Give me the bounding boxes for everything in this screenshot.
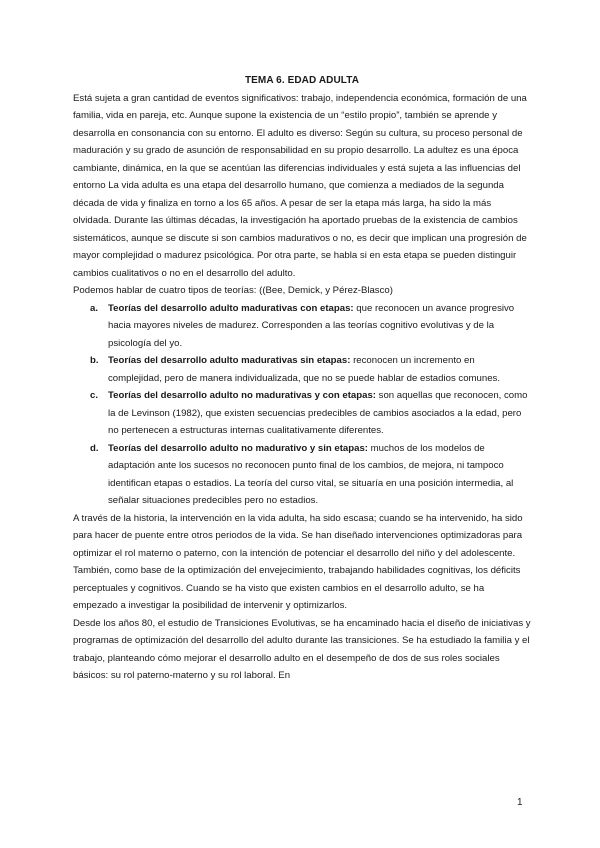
theory-lead: Teorías del desarrollo adulto madurativas con etapas: [108,302,354,314]
theory-lead: Teorías del desarrollo adulto madurativas sin etapas: [108,355,351,366]
list-item [73,352,531,387]
theory-lead: Teorías del desarrollo adulto no madurativas y con etapas: [108,390,376,401]
theory-text: son aquellas que reconocen, como la de Levinson (1982), que existen secuencias predecibles de cambios asociados a la edad, pero no pertenecen a estructuras internas cualitativamente diferentes. [108,390,528,436]
transitions-paragraph: Desde los años 80, el estudio de Transiciones Evolutivas, se ha encaminado hacia el diseño de iniciativas y programas de optimización del desarrollo del adulto durante las transiciones. Se ha estudiado la familia y el trabajo, planteando cómo mejorar el desarrollo adulto en el desempeño de dos de sus roles sociales básicos: su rol paterno-materno y su rol laboral. En [73,617,531,681]
theory-text: reconocen un incremento en complejidad, pero de manera individualizada, que no se puede hablar de estadios comunes. [108,355,501,384]
list-marker: d. [90,442,99,454]
page-title: TEMA 6. EDAD ADULTA [244,75,360,86]
theory-text: que reconocen un avance progresivo hacia mayores niveles de madurez. Corresponden a las teorías cognitivo evolutivas y de la psicología del yo. [108,302,515,349]
list-marker: b. [90,355,99,366]
intervention-paragraph: A través de la historia, la intervención en la vida adulta, ha sido escasa; cuando se ha intervenido, ha sido para hacer de puente entre otros periodos de la vida. Se han diseñado intervenciones optimizadoras para optimizar el rol materno o paterno, con la intención de potenciar el desarrollo del niño y del adolescente. También, como base de la optimización del envejecimiento, trabajando habilidades cognitivas, los déficits perceptuales y cognitivos. Cuando se ha visto que existen cambios en el desarrollo adulto, se ha empezado a investigar la posibilidad de intervenir y optimizarlos. [73,512,523,611]
theories-intro: Podemos hablar de cuatro tipos de teorías: ((Bee, Demick, y Pérez-Blasco) [73,285,393,296]
list-item [73,387,531,440]
list-marker: c. [90,390,99,401]
intro-paragraph: Está sujeta a gran cantidad de eventos significativos: trabajo, independencia económica, formación de una familia, vida en pareja, etc. Aunque supone la existencia de un “estilo propio”, también se aprende y desarrolla en consonancia con su entorno. El adulto es diverso: Según su cultura, su proceso personal de maduración y su grado de asunción de responsabilidad en su propio desarrollo. La adultez es una época cambiante, dinámica, en la que se acentúan las diferencias individuales y está sujeta a las influencias del entorno La vida adulta es una etapa del desarrollo humano, que comienza a mediados de la segunda década de vida y finaliza en torno a los 65 años. A pesar de ser la etapa más larga, ha sido la más olvidada. Durante las últimas décadas, la investigación ha aportado pruebas de la existencia de cambios sistemáticos, aunque se discute si son cambios madurativos o no, es decir que implican una progresión de mayor complejidad o madurez psicológica. Por otra parte, se habla si en esta etapa se pueden distinguir cambios cualitativos o no en el desarrollo del adulto. [73,92,527,279]
theories-list [73,300,531,510]
list-item [73,440,531,510]
list-marker: a. [90,302,99,314]
theory-text: muchos de los modelos de adaptación ante los sucesos no reconocen punto final de los cambios, de mejora, ni tampoco identifican etapas o estadios. La teoría del curso vital, se situaría en una posición intermedia, al señalar situaciones predecibles pero no estadios. [108,442,514,506]
list-item [73,300,531,353]
page-content [73,72,531,685]
page-number: 1 [517,797,523,808]
theory-lead: Teorías del desarrollo adulto no madurativo y sin etapas: [108,442,368,454]
